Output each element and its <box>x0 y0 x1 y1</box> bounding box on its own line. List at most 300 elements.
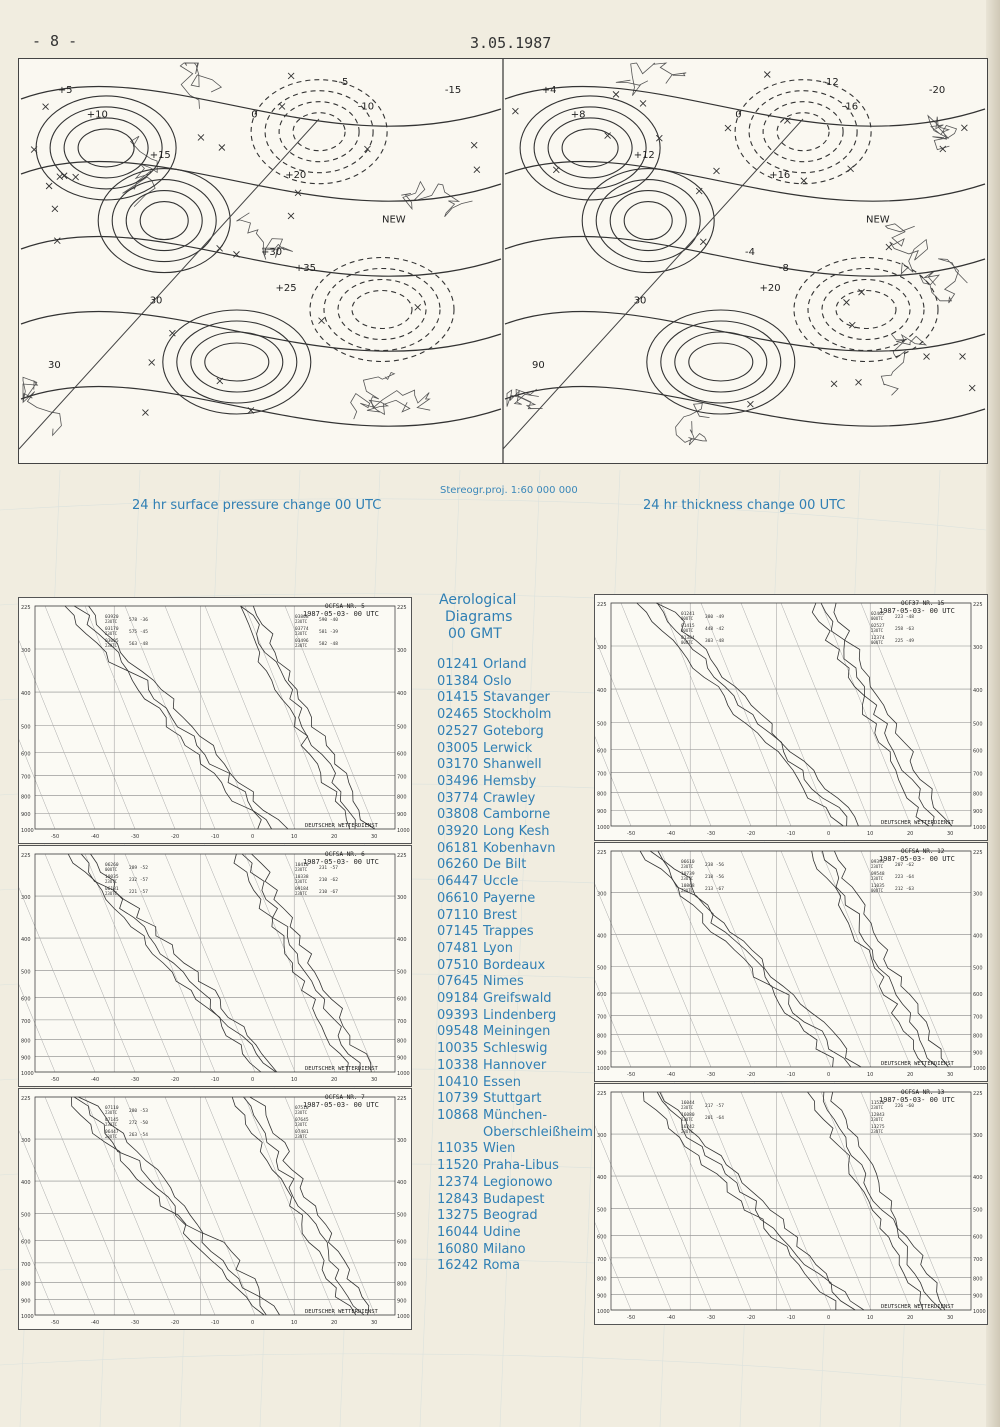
diagram-agency: OCFSA NR. 12 <box>901 848 945 855</box>
station-row <box>437 657 607 674</box>
station-id: 07645 <box>295 1118 309 1123</box>
pressure-tick-label: 225 <box>21 605 31 611</box>
station-marker <box>640 100 646 106</box>
station-row <box>437 791 607 808</box>
temperature-tick-label: 20 <box>331 1077 338 1083</box>
station-time: 23UTC <box>871 1105 884 1110</box>
pressure-tick-label-right: 600 <box>397 1239 407 1246</box>
station-name: Legionowo <box>483 1174 553 1190</box>
pressure-tick-label-right: 400 <box>973 1175 983 1182</box>
pressure-tick-label: 800 <box>597 791 607 798</box>
station-time: 23UTC <box>105 1110 118 1115</box>
station-row <box>437 741 607 758</box>
pressure-tick-label-right: 1000 <box>973 1309 986 1315</box>
pressure-tick-label-right: 300 <box>397 648 407 655</box>
pressure-tick-label: 500 <box>597 1207 607 1214</box>
station-code: 02465 <box>437 707 479 723</box>
station-row <box>437 941 607 958</box>
station-code: 06181 <box>437 840 479 856</box>
pressure-tick-label: 400 <box>597 1175 607 1182</box>
station-name: Long Kesh <box>483 824 550 840</box>
station-row <box>437 1008 607 1025</box>
pressure-tick-label: 800 <box>21 1281 31 1288</box>
station-row <box>437 1158 607 1175</box>
pressure-tick-label: 900 <box>597 1050 607 1057</box>
temperature-tick-label: -10 <box>211 1077 220 1083</box>
station-time: 23UTC <box>681 1117 694 1122</box>
station-code: 09548 <box>437 1024 479 1040</box>
isoline <box>324 269 440 351</box>
pressure-tick-label: 1000 <box>597 825 610 831</box>
temperature-tick-label: 30 <box>371 1077 378 1083</box>
temperature-tick-label: -20 <box>171 834 180 840</box>
map-contour-label: -8 <box>778 263 789 274</box>
station-marker <box>279 103 285 109</box>
isoline <box>338 280 426 340</box>
station-marker <box>149 359 155 365</box>
station-name: Brest <box>483 907 517 923</box>
pressure-tick-label-right: 900 <box>397 1055 407 1062</box>
station-marker <box>764 72 770 78</box>
temperature-tick-label: -40 <box>91 1077 100 1083</box>
station-time: 23UTC <box>295 1110 308 1115</box>
station-time: 23UTC <box>105 879 118 884</box>
pressure-tick-label: 600 <box>21 996 31 1003</box>
station-marker <box>747 401 753 407</box>
station-code: 16080 <box>437 1241 479 1257</box>
station-time: 23UTC <box>105 891 118 896</box>
station-code: 06447 <box>437 874 479 890</box>
weather-maps-panel <box>18 58 988 464</box>
station-value: 575 -45 <box>129 630 148 635</box>
station-marker <box>961 125 967 131</box>
isoline <box>647 310 795 414</box>
station-id: 16242 <box>681 1125 695 1130</box>
diagram-header: 1987-05-03- 00 UTC <box>303 1101 379 1109</box>
isoline <box>64 118 148 178</box>
station-row <box>437 1192 607 1209</box>
station-id: 06610 <box>681 860 695 865</box>
station-row <box>437 1091 607 1108</box>
station-marker <box>696 188 702 194</box>
isoline <box>822 280 910 340</box>
coastline <box>351 394 410 420</box>
aerological-diagram-4 <box>594 594 988 841</box>
station-id: 10338 <box>295 875 309 880</box>
station-id: 01241 <box>681 612 695 617</box>
legend-title-line1: Aerological <box>439 592 517 608</box>
map-contour-label: +12 <box>633 149 655 161</box>
pressure-tick-label-right: 400 <box>397 937 407 944</box>
pressure-tick-label: 800 <box>597 1276 607 1283</box>
station-marker <box>848 166 854 172</box>
station-marker <box>553 167 559 173</box>
station-code: 10338 <box>437 1057 479 1073</box>
pressure-tick-label-right: 700 <box>973 1256 983 1263</box>
pressure-tick-label: 1000 <box>597 1309 610 1315</box>
pressure-tick-label-right: 300 <box>973 645 983 652</box>
isoline <box>279 102 359 162</box>
temperature-tick-label: -50 <box>627 831 636 837</box>
station-code: 12843 <box>437 1191 479 1207</box>
station-time: 23UTC <box>681 864 694 869</box>
pressure-tick-label-right: 400 <box>973 933 983 940</box>
station-row <box>437 991 607 1008</box>
map-contour-label: 0 <box>251 109 258 121</box>
page-number: - 8 - <box>32 32 78 50</box>
station-name: Shanwell <box>483 757 542 773</box>
station-time: 00UTC <box>871 888 884 893</box>
coastline <box>23 377 61 435</box>
isoline <box>582 169 714 273</box>
pressure-tick-label-right: 800 <box>973 1033 983 1040</box>
station-time: 23UTC <box>681 888 694 893</box>
temperature-tick-label: -40 <box>667 1315 676 1321</box>
station-row <box>437 757 607 774</box>
station-code: 13275 <box>437 1208 479 1224</box>
station-value: 380 -49 <box>705 615 724 620</box>
station-marker <box>843 299 849 305</box>
station-row <box>437 1041 607 1058</box>
station-marker <box>725 125 731 131</box>
station-row <box>437 1108 607 1125</box>
thickness-caption: 24 hr thickness change 00 UTC <box>643 498 846 513</box>
station-value: 207 -62 <box>895 863 914 868</box>
station-name: Oberschleißheim <box>483 1124 593 1140</box>
station-row <box>437 924 607 941</box>
temperature-tick-label: -20 <box>171 1320 180 1326</box>
station-id: 07110 <box>105 1106 119 1111</box>
diagram-header: 1987-05-03- 00 UTC <box>303 610 379 618</box>
pressure-tick-label: 300 <box>21 648 31 655</box>
station-id: 03170 <box>105 627 119 632</box>
station-name: München- <box>483 1107 548 1123</box>
temperature-tick-label: 10 <box>867 831 874 837</box>
temperature-tick-label: 20 <box>331 1320 338 1326</box>
station-marker <box>52 206 58 212</box>
station-code: 07110 <box>437 907 479 923</box>
pressure-tick-label-right: 800 <box>397 794 407 801</box>
isoline <box>610 191 686 251</box>
station-id: 06447 <box>105 1130 119 1135</box>
station-marker <box>713 168 719 174</box>
station-id: 03774 <box>295 627 309 632</box>
station-row <box>437 690 607 707</box>
temperature-tick-label: -50 <box>51 1320 60 1326</box>
station-name: Nimes <box>483 974 524 990</box>
pressure-tick-label: 300 <box>597 645 607 652</box>
station-value: 272 -50 <box>129 1121 148 1126</box>
pressure-tick-label: 900 <box>21 1055 31 1062</box>
station-code: 10868 <box>437 1107 479 1123</box>
coastline <box>507 389 543 409</box>
station-marker <box>61 173 67 179</box>
temperature-tick-label: -30 <box>707 831 716 837</box>
station-code: 03774 <box>437 790 479 806</box>
station-value: 212 -63 <box>895 887 914 892</box>
thickness-change-map <box>503 63 985 449</box>
station-name: Beograd <box>483 1208 538 1224</box>
temperature-tick-label: -50 <box>627 1315 636 1321</box>
temperature-tick-label: -30 <box>131 1077 140 1083</box>
station-row <box>437 1075 607 1092</box>
station-id: 09393 <box>871 860 885 865</box>
pressure-tick-label-right: 900 <box>397 812 407 819</box>
station-id: 07510 <box>295 1106 309 1111</box>
diagram-footer: DEUTSCHER WETTERDIENST <box>305 1066 378 1072</box>
pressure-tick-label-right: 800 <box>973 1276 983 1283</box>
temperature-tick-label: -20 <box>171 1077 180 1083</box>
station-id: 10410 <box>295 863 309 868</box>
station-id: 10035 <box>105 875 119 880</box>
station-row <box>437 1058 607 1075</box>
map-contour-label: +4 <box>541 85 557 97</box>
station-code: 10035 <box>437 1041 479 1057</box>
temperature-tick-label: -10 <box>787 1315 796 1321</box>
pressure-tick-label: 600 <box>597 1234 607 1241</box>
coastline <box>928 116 957 150</box>
station-row <box>437 908 607 925</box>
temperature-tick-label: 10 <box>867 1072 874 1078</box>
pressure-tick-label-right: 500 <box>973 721 983 728</box>
station-name: Goteborg <box>483 723 544 739</box>
pressure-tick-label: 700 <box>597 771 607 778</box>
pressure-tick-label: 400 <box>597 688 607 695</box>
diagram-plot <box>19 603 410 840</box>
pressure-tick-label: 600 <box>21 751 31 758</box>
station-name: Kobenhavn <box>483 840 556 856</box>
isoline <box>520 96 660 200</box>
pressure-tick-label: 300 <box>597 891 607 898</box>
pressure-tick-label: 900 <box>21 1298 31 1305</box>
station-value: 226 -60 <box>895 1104 914 1109</box>
station-marker <box>43 104 49 110</box>
station-marker <box>831 381 837 387</box>
station-name: Oslo <box>483 673 512 689</box>
station-row <box>437 824 607 841</box>
station-marker <box>801 178 807 184</box>
pressure-tick-label-right: 800 <box>397 1038 407 1045</box>
station-row <box>437 1125 607 1142</box>
pressure-tick-label-right: 1000 <box>973 1066 986 1072</box>
pressure-tick-label: 225 <box>21 1096 31 1102</box>
station-marker <box>471 142 477 148</box>
station-marker <box>198 134 204 140</box>
station-marker <box>57 174 63 180</box>
station-row <box>437 974 607 991</box>
pressure-tick-label-right: 225 <box>397 1096 407 1102</box>
station-value: 578 -36 <box>129 618 148 623</box>
map-contour-label: +8 <box>570 109 586 121</box>
station-name: Payerne <box>483 890 536 906</box>
station-time: 23UTC <box>871 876 884 881</box>
station-name: Camborne <box>483 807 551 823</box>
map-contour-label: 30 <box>633 295 647 307</box>
pressure-tick-label-right: 1000 <box>397 1314 410 1320</box>
pressure-tick-label: 400 <box>597 933 607 940</box>
station-name: Milano <box>483 1241 526 1257</box>
temperature-tick-label: 30 <box>947 1072 954 1078</box>
pressure-tick-label-right: 1000 <box>397 1071 410 1077</box>
station-code: 03496 <box>437 773 479 789</box>
pressure-tick-label: 800 <box>21 794 31 801</box>
station-name: Lindenberg <box>483 1007 557 1023</box>
station-code: 01241 <box>437 657 479 672</box>
diagram-footer: DEUTSCHER WETTERDIENST <box>305 1309 378 1315</box>
station-code: 03170 <box>437 757 479 773</box>
station-code: 07145 <box>437 924 479 940</box>
isoline <box>763 102 843 162</box>
station-id: 07145 <box>105 1118 119 1123</box>
station-code: 01384 <box>437 673 479 689</box>
station-value: 223 -64 <box>895 875 914 880</box>
pressure-tick-label: 1000 <box>597 1066 610 1072</box>
station-row <box>437 1175 607 1192</box>
pressure-tick-label-right: 400 <box>397 1180 407 1187</box>
station-name: Uccle <box>483 874 519 890</box>
temperature-tick-label: -20 <box>747 1315 756 1321</box>
station-row <box>437 857 607 874</box>
station-value: 448 -42 <box>705 627 724 632</box>
station-time: 23UTC <box>295 1122 308 1127</box>
isoline <box>836 291 896 329</box>
station-id: 12843 <box>871 1113 885 1118</box>
station-code: 09184 <box>437 991 479 1007</box>
map-contour-label: 30 <box>149 295 163 307</box>
station-marker <box>960 353 966 359</box>
station-value: 289 -52 <box>129 866 148 871</box>
pressure-tick-label-right: 700 <box>397 1261 407 1268</box>
station-id: 10739 <box>681 872 695 877</box>
station-time: 23UTC <box>681 1129 694 1134</box>
station-code: 03920 <box>437 824 479 840</box>
station-marker <box>512 108 518 114</box>
pressure-tick-label: 1000 <box>21 1071 34 1077</box>
coastline <box>676 403 710 445</box>
map-contour-label: -12 <box>822 77 839 89</box>
station-row <box>437 1242 607 1259</box>
aerological-diagram-2 <box>18 845 412 1087</box>
station-marker <box>217 378 223 384</box>
station-name: Udine <box>483 1224 521 1240</box>
pressure-tick-label: 400 <box>21 937 31 944</box>
coastline <box>616 63 686 96</box>
station-name: De Bilt <box>483 857 527 873</box>
station-time: 23UTC <box>105 631 118 636</box>
station-code: 02527 <box>437 723 479 739</box>
pressure-tick-label: 1000 <box>21 828 34 834</box>
station-marker <box>219 145 225 151</box>
station-value: 210 -62 <box>319 878 338 883</box>
contour-line <box>21 161 501 201</box>
pressure-tick-label-right: 900 <box>973 1293 983 1300</box>
station-marker <box>969 385 975 391</box>
pressure-tick-label-right: 700 <box>397 774 407 781</box>
station-code: 10739 <box>437 1091 479 1107</box>
station-value: 303 -48 <box>705 639 724 644</box>
station-code: 07481 <box>437 940 479 956</box>
station-id: 09184 <box>295 887 309 892</box>
diagram-agency: OCFSA NR. 7 <box>325 1094 365 1101</box>
pressure-tick-label-right: 500 <box>973 965 983 972</box>
temperature-tick-label: 30 <box>947 1315 954 1321</box>
map-contour-label: +16 <box>769 170 791 182</box>
station-id: 03005 <box>105 639 119 644</box>
bleed-curve <box>0 1354 986 1385</box>
station-time: 00UTC <box>871 640 884 645</box>
station-id: 03496 <box>295 639 309 644</box>
station-row <box>437 1258 607 1275</box>
station-row <box>437 807 607 824</box>
station-code: 06610 <box>437 890 479 906</box>
pressure-tick-label-right: 600 <box>397 996 407 1003</box>
pressure-tick-label-right: 400 <box>397 691 407 698</box>
map-contour-label: +10 <box>86 109 108 121</box>
station-row <box>437 874 607 891</box>
station-name: Lyon <box>483 940 513 956</box>
station-value: 280 -53 <box>129 1109 148 1114</box>
station-marker <box>700 239 706 245</box>
station-time: 00UTC <box>871 616 884 621</box>
diagram-agency: OCF37 NR. 15 <box>901 600 945 607</box>
station-code: 03005 <box>437 740 479 756</box>
pressure-tick-label-right: 700 <box>397 1018 407 1025</box>
surface-pressure-caption: 24 hr surface pressure change 00 UTC <box>132 498 382 513</box>
contour-line <box>21 311 501 351</box>
pressure-tick-label: 700 <box>21 1261 31 1268</box>
station-row <box>437 1208 607 1225</box>
station-marker <box>319 318 325 324</box>
station-time: 23UTC <box>295 643 308 648</box>
station-time: 23UTC <box>871 628 884 633</box>
map-contour-label: 90 <box>532 360 545 371</box>
station-row <box>437 724 607 741</box>
station-value: 223 -48 <box>895 615 914 620</box>
temperature-tick-label: 20 <box>331 834 338 840</box>
aerological-diagram-3 <box>18 1088 412 1330</box>
station-value: 258 -63 <box>895 627 914 632</box>
pressure-tick-label-right: 500 <box>397 724 407 731</box>
pressure-tick-label: 700 <box>21 774 31 781</box>
pressure-tick-label-right: 800 <box>973 791 983 798</box>
station-name: Wien <box>483 1141 516 1157</box>
pressure-tick-label: 900 <box>21 812 31 819</box>
map-contour-label: +20 <box>285 170 307 182</box>
station-code: 16044 <box>437 1224 479 1240</box>
station-time: 23UTC <box>295 1134 308 1139</box>
map-contour-label: NEW <box>866 214 890 226</box>
pressure-tick-label: 400 <box>21 691 31 698</box>
diagram-footer: DEUTSCHER WETTERDIENST <box>881 820 954 826</box>
map-contour-label: +25 <box>275 283 297 295</box>
temperature-tick-label: -50 <box>51 1077 60 1083</box>
diagram-footer: DEUTSCHER WETTERDIENST <box>305 823 378 829</box>
pressure-tick-label-right: 1000 <box>973 825 986 831</box>
temperature-tick-label: -10 <box>787 831 796 837</box>
coastline <box>881 334 926 396</box>
pressure-tick-label-right: 600 <box>973 748 983 755</box>
station-code: 10410 <box>437 1074 479 1090</box>
station-row <box>437 958 607 975</box>
temperature-tick-label: 20 <box>907 1315 914 1321</box>
pressure-tick-label: 300 <box>21 1138 31 1145</box>
diagram-plot <box>595 600 986 837</box>
station-id: 03920 <box>105 615 119 620</box>
station-marker <box>474 167 480 173</box>
map-contour-label: -10 <box>357 101 375 113</box>
diagram-plot <box>595 848 986 1078</box>
temperature-tick-label: 0 <box>827 831 831 837</box>
